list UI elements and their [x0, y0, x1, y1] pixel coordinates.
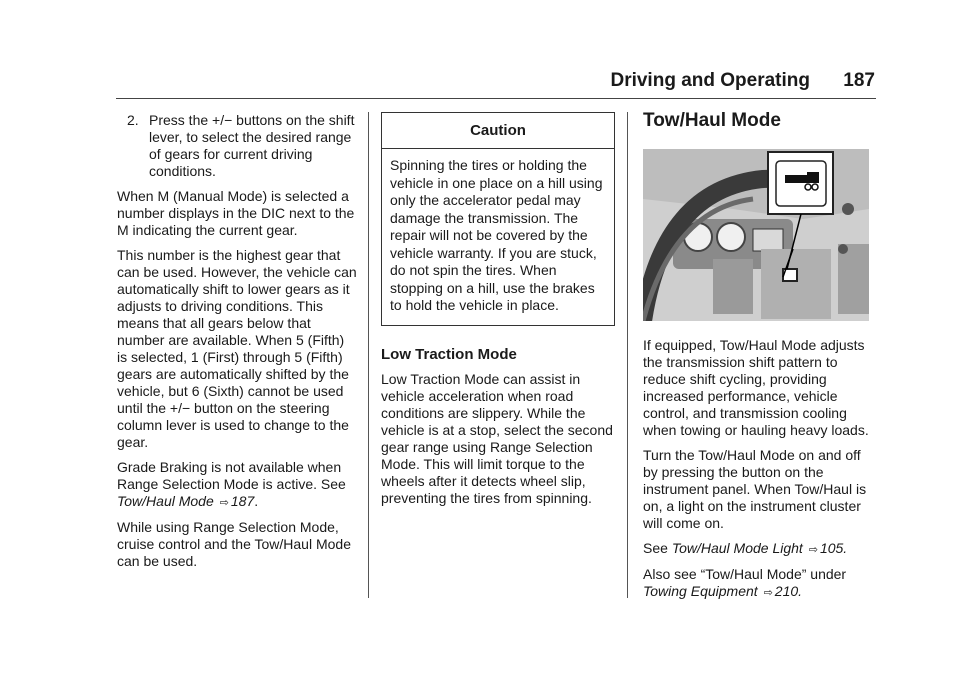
paragraph-with-reference	[643, 540, 877, 558]
page-reference-arrow-icon: ⇨	[763, 586, 773, 599]
header-divider	[116, 98, 876, 99]
caution-title: Caution	[382, 113, 614, 149]
dashboard-illustration	[643, 149, 869, 321]
caution-box	[381, 112, 615, 326]
paragraph: This number is the highest gear that can be used. However, the vehicle can automatically shift to lower gears as it adjusts to driving conditions. This means that all gears below that number are available. When 5 (Fifth) is selected, 1 (First) through 5 (Fifth) gears are automatically shifted by the vehicle, but 6 (Sixth) cannot be used until the +/− button on the steering column lever is used to change to the gear.	[117, 247, 357, 450]
reference-page[interactable]: 210.	[774, 583, 803, 599]
paragraph-with-reference	[643, 566, 877, 601]
page-reference-arrow-icon: ⇨	[808, 543, 818, 556]
paragraph-text: Also see “Tow/Haul Mode” under	[643, 566, 847, 582]
column-3	[643, 112, 877, 609]
page-number: 187	[843, 70, 875, 91]
paragraph-with-reference	[117, 459, 357, 511]
page-reference-arrow-icon: ⇨	[219, 496, 229, 509]
list-item	[117, 112, 357, 180]
cross-reference-link[interactable]: Towing Equipment	[643, 583, 758, 599]
step-number: 2.	[127, 112, 139, 128]
paragraph: While using Range Selection Mode, cruise control and the Tow/Haul Mode can be used.	[117, 519, 351, 569]
column-divider-2	[627, 112, 628, 598]
column-divider-1	[368, 112, 369, 598]
section-heading: Tow/Haul Mode	[643, 110, 781, 131]
paragraph: When M (Manual Mode) is selected a number displays in the DIC next to the M indicating the current gear.	[117, 188, 355, 238]
period: .	[254, 493, 259, 509]
column-1	[117, 112, 357, 578]
paragraph-text: Grade Braking is not available when Range Selection Mode is active. See	[117, 459, 346, 492]
column-2	[381, 112, 615, 515]
paragraph: If equipped, Tow/Haul Mode adjusts the transmission shift pattern to reduce shift cycling, providing increased performance, vehicle control, and transmission cooling when towing or hauling heavy loads.	[643, 337, 869, 438]
cross-reference-link[interactable]: Tow/Haul Mode Light	[671, 540, 803, 556]
reference-page[interactable]: 105.	[819, 540, 848, 556]
caution-text: Spinning the tires or holding the vehicle in one place on a hill using only the accelerator pedal may damage the transmission. The repair will not be covered by the vehicle warranty. If you are stuck, do not spin the tires. When stopping on a hill, use the brakes to hold the vehicle in place.	[390, 157, 603, 313]
paragraph: Turn the Tow/Haul Mode on and off by pressing the button on the instrument panel. When Tow/Haul is on, a light on the instrument cluster will come on.	[643, 447, 867, 531]
chapter-title: Driving and Operating	[610, 70, 810, 91]
cross-reference-link[interactable]: Tow/Haul Mode	[117, 493, 214, 509]
dashboard-image	[643, 149, 869, 321]
step-text: Press the +/− buttons on the shift lever, to select the desired range of gears for current driving conditions.	[149, 112, 355, 179]
paragraph: Low Traction Mode can assist in vehicle acceleration when road conditions are slippery. While the vehicle is at a stop, select the second gear range using Range Selection Mode. This will limit torque to the wheels after it detects wheel slip, preventing the tires from spinning.	[381, 370, 613, 506]
paragraph-text: See	[643, 540, 668, 556]
reference-page[interactable]: 187	[230, 493, 255, 509]
section-heading: Low Traction Mode	[381, 345, 517, 363]
